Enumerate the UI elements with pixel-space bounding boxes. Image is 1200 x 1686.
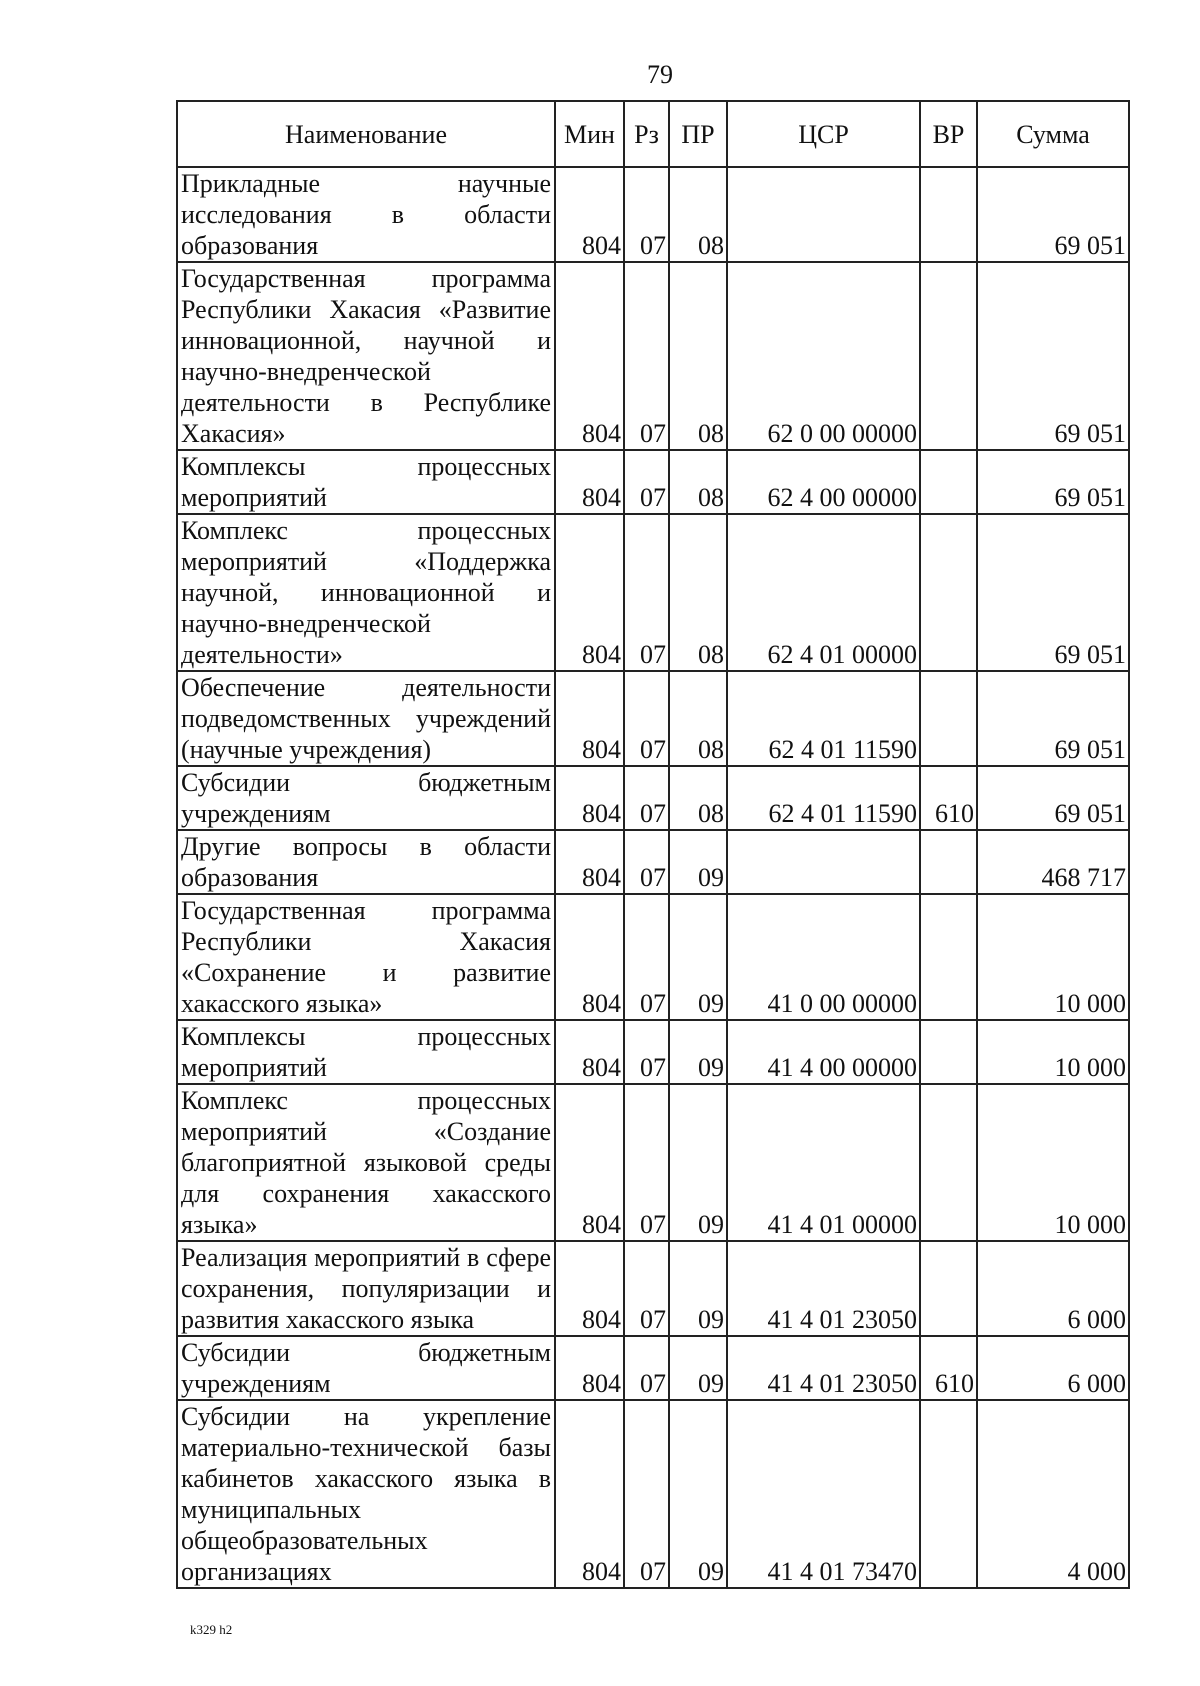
cell-rz: 07: [624, 1084, 669, 1241]
cell-pr: 08: [669, 450, 727, 514]
cell-name: Прикладные научные исследования в области образования: [177, 167, 555, 262]
cell-pr: 09: [669, 1241, 727, 1336]
budget-table: [176, 100, 1130, 1589]
cell-rz: 07: [624, 1400, 669, 1588]
cell-vr: [920, 514, 977, 671]
cell-csr: 41 4 01 23050: [727, 1336, 920, 1400]
cell-min: 804: [555, 1084, 624, 1241]
header-min: Мин: [555, 101, 624, 167]
cell-pr: 08: [669, 514, 727, 671]
cell-sum: 69 051: [977, 514, 1129, 671]
cell-vr: [920, 1241, 977, 1336]
cell-csr: [727, 830, 920, 894]
cell-csr: 62 4 01 11590: [727, 671, 920, 766]
cell-csr: 62 4 01 11590: [727, 766, 920, 830]
cell-min: 804: [555, 766, 624, 830]
table-row: [177, 1020, 1129, 1084]
header-csr: ЦСР: [727, 101, 920, 167]
cell-sum: 10 000: [977, 894, 1129, 1020]
footer-code: k329 h2: [190, 1622, 233, 1637]
cell-rz: 07: [624, 894, 669, 1020]
cell-rz: 07: [624, 671, 669, 766]
cell-pr: 08: [669, 167, 727, 262]
cell-csr: 62 4 00 00000: [727, 450, 920, 514]
cell-rz: 07: [624, 262, 669, 450]
cell-sum: 69 051: [977, 167, 1129, 262]
cell-pr: 08: [669, 766, 727, 830]
cell-min: 804: [555, 1241, 624, 1336]
cell-rz: 07: [624, 1241, 669, 1336]
table-row: [177, 514, 1129, 671]
cell-min: 804: [555, 1336, 624, 1400]
table-row: [177, 671, 1129, 766]
cell-pr: 09: [669, 1020, 727, 1084]
table-row: [177, 1400, 1129, 1588]
cell-sum: 6 000: [977, 1336, 1129, 1400]
table-row: [177, 1336, 1129, 1400]
cell-min: 804: [555, 1400, 624, 1588]
cell-pr: 09: [669, 1400, 727, 1588]
cell-rz: 07: [624, 167, 669, 262]
header-sum: Сумма: [977, 101, 1129, 167]
cell-sum: 4 000: [977, 1400, 1129, 1588]
cell-name: Комплекс процессных мероприятий «Поддержка научной, инновационной и научно-внедренческой деятельности»: [177, 514, 555, 671]
cell-vr: [920, 167, 977, 262]
header-pr: ПР: [669, 101, 727, 167]
cell-name: Государственная программа Республики Хакасия «Развитие инновационной, научной и научно-внедренческой деятельности в Республике Хакасия»: [177, 262, 555, 450]
cell-min: 804: [555, 167, 624, 262]
cell-name: Комплексы процессных мероприятий: [177, 1020, 555, 1084]
table-row: [177, 262, 1129, 450]
cell-name: Субсидии бюджетным учреждениям: [177, 1336, 555, 1400]
cell-sum: 69 051: [977, 450, 1129, 514]
cell-vr: 610: [920, 1336, 977, 1400]
cell-pr: 09: [669, 1084, 727, 1241]
cell-csr: 41 0 00 00000: [727, 894, 920, 1020]
cell-vr: [920, 1084, 977, 1241]
page-number: 79: [647, 60, 673, 89]
cell-sum: 69 051: [977, 262, 1129, 450]
cell-vr: [920, 894, 977, 1020]
cell-vr: [920, 671, 977, 766]
cell-csr: 62 0 00 00000: [727, 262, 920, 450]
cell-rz: 07: [624, 514, 669, 671]
cell-pr: 09: [669, 1336, 727, 1400]
cell-sum: 6 000: [977, 1241, 1129, 1336]
cell-pr: 08: [669, 262, 727, 450]
header-rz: Рз: [624, 101, 669, 167]
cell-vr: [920, 830, 977, 894]
cell-vr: [920, 450, 977, 514]
cell-rz: 07: [624, 830, 669, 894]
cell-name: Государственная программа Республики Хакасия «Сохранение и развитие хакасского языка»: [177, 894, 555, 1020]
table-row: [177, 450, 1129, 514]
cell-pr: 08: [669, 671, 727, 766]
header-name: Наименование: [177, 101, 555, 167]
cell-name: Комплексы процессных мероприятий: [177, 450, 555, 514]
cell-rz: 07: [624, 1336, 669, 1400]
cell-name: Комплекс процессных мероприятий «Создание благоприятной языковой среды для сохранения хакасского языка»: [177, 1084, 555, 1241]
cell-sum: 10 000: [977, 1084, 1129, 1241]
cell-csr: 41 4 01 23050: [727, 1241, 920, 1336]
table-row: [177, 894, 1129, 1020]
cell-name: Субсидии бюджетным учреждениям: [177, 766, 555, 830]
cell-min: 804: [555, 262, 624, 450]
cell-sum: 10 000: [977, 1020, 1129, 1084]
cell-sum: 468 717: [977, 830, 1129, 894]
cell-pr: 09: [669, 894, 727, 1020]
cell-rz: 07: [624, 1020, 669, 1084]
table-body: [177, 167, 1129, 1588]
cell-csr: 41 4 01 73470: [727, 1400, 920, 1588]
cell-name: Субсидии на укрепление материально-технической базы кабинетов хакасского языка в муниципальных общеобразовательных организациях: [177, 1400, 555, 1588]
cell-csr: 41 4 00 00000: [727, 1020, 920, 1084]
cell-rz: 07: [624, 450, 669, 514]
cell-min: 804: [555, 671, 624, 766]
cell-name: Обеспечение деятельности подведомственных учреждений (научные учреждения): [177, 671, 555, 766]
cell-csr: 41 4 01 00000: [727, 1084, 920, 1241]
header-row: [177, 101, 1129, 167]
table-row: [177, 766, 1129, 830]
table-row: [177, 1084, 1129, 1241]
cell-rz: 07: [624, 766, 669, 830]
cell-pr: 09: [669, 830, 727, 894]
cell-min: 804: [555, 450, 624, 514]
cell-vr: [920, 1400, 977, 1588]
cell-vr: 610: [920, 766, 977, 830]
cell-name: Реализация мероприятий в сфере сохранения, популяризации и развития хакасского языка: [177, 1241, 555, 1336]
cell-sum: 69 051: [977, 671, 1129, 766]
cell-csr: [727, 167, 920, 262]
cell-vr: [920, 1020, 977, 1084]
table-row: [177, 830, 1129, 894]
cell-min: 804: [555, 514, 624, 671]
header-vr: ВР: [920, 101, 977, 167]
table-row: [177, 167, 1129, 262]
cell-csr: 62 4 01 00000: [727, 514, 920, 671]
cell-min: 804: [555, 894, 624, 1020]
cell-vr: [920, 262, 977, 450]
cell-sum: 69 051: [977, 766, 1129, 830]
cell-min: 804: [555, 830, 624, 894]
table-row: [177, 1241, 1129, 1336]
cell-name: Другие вопросы в области образования: [177, 830, 555, 894]
cell-min: 804: [555, 1020, 624, 1084]
